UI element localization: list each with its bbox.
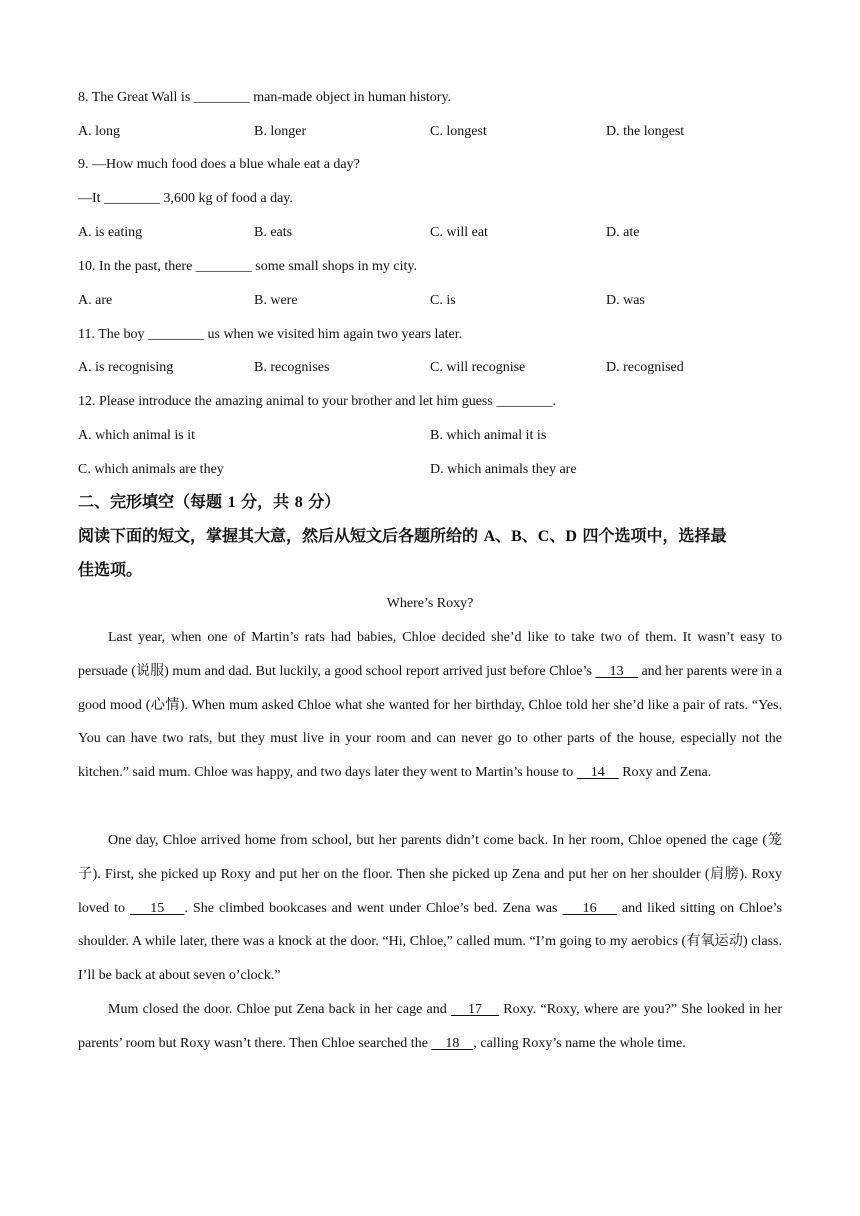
q8-option-b: B. longer — [254, 124, 307, 139]
q11-option-d: D. recognised — [606, 360, 684, 375]
q9-option-a: A. is eating — [78, 225, 143, 240]
p2-text-b: . She climbed bookcases and went under Chloe’s bed. Zena was — [184, 900, 563, 916]
q9-option-c: C. will eat — [430, 225, 488, 240]
section-heading-part-a: 二、完形填空（每题 — [78, 492, 228, 511]
q11-option-b: B. recognises — [254, 360, 330, 375]
q9-option-d: D. ate — [606, 225, 640, 240]
blank-17: 17 — [451, 1002, 500, 1017]
question-9-stem: 9. —How much food does a blue whale eat a day? — [78, 157, 360, 172]
instruction-part-a: 阅读下面的短文，掌握其大意，然后从短文后各题所给的 — [78, 526, 484, 545]
question-10-stem: 10. In the past, there ________ some small shops in my city. — [78, 259, 417, 274]
section-heading — [78, 494, 340, 511]
p3-text-c: , calling Roxy’s name the whole time. — [473, 1035, 686, 1051]
section-heading-part-c: 分） — [302, 492, 341, 511]
q12-option-c: C. which animals are they — [78, 462, 224, 477]
q9-option-b: B. eats — [254, 225, 293, 240]
p3-text-a: Mum closed the door. Chloe put Zena back in her cage and — [108, 1002, 452, 1017]
q10-option-b: B. were — [254, 293, 298, 308]
blank-13: 13 — [595, 663, 638, 679]
q8-option-a: A. long — [78, 124, 120, 139]
q8-option-c: C. longest — [430, 124, 487, 139]
blank-18: 18 — [431, 1035, 474, 1051]
blank-15: 15 — [130, 900, 185, 916]
passage-paragraph-2 — [78, 824, 782, 993]
q12-option-d: D. which animals they are — [430, 462, 577, 477]
q10-option-a: A. are — [78, 293, 113, 308]
q8-option-d: D. the longest — [606, 124, 685, 139]
q10-option-d: D. was — [606, 293, 645, 308]
question-8-stem: 8. The Great Wall is ________ man-made object in human history. — [78, 90, 452, 105]
instruction-letters: A、B、C、D — [483, 528, 577, 545]
p3-text-b: Roxy. “Roxy, where are you?” She looked in her parents’ room but Roxy wasn’t there. Then Chloe searched the — [78, 1002, 782, 1051]
p2-text-a: One day, Chloe arrived home from school, but her parents didn’t come back. In her room, Chloe opened the cage (笼子). First, she picked up Roxy and put her on the floor. Then she picked up Zena and put her on her shoulder (肩膀). Roxy loved to — [78, 833, 782, 916]
question-9-reply: —It ________ 3,600 kg of food a day. — [78, 191, 293, 206]
q12-option-a: A. which animal is it — [78, 428, 196, 443]
section-instruction-line1 — [78, 528, 727, 545]
section-heading-total: 8 — [294, 494, 303, 511]
q10-option-c: C. is — [430, 293, 456, 308]
q12-option-b: B. which animal it is — [430, 428, 547, 443]
section-instruction-line2: 佳选项。 — [78, 560, 143, 579]
blank-16: 16 — [562, 900, 617, 916]
q11-option-c: C. will recognise — [430, 360, 526, 375]
section-heading-points: 1 — [227, 494, 236, 511]
p1-text-c: Roxy and Zena. — [618, 765, 712, 781]
question-11-stem: 11. The boy ________ us when we visited him again two years later. — [78, 327, 463, 342]
p2-text-c: and liked sitting on Chloe’s shoulder. A while later, there was a knock at the door. “Hi, Chloe,” called mum. “I’m going to my aerobics (有氧运动) class. I’ll be back at about seven o’clock.” — [78, 900, 782, 984]
p1-text-a: Last year, when one of Martin’s rats had babies, Chloe decided she’d like to take two of them. It wasn’t easy to persuade (说服) mum and dad. But luckily, a good school report arrived just before Chloe’s — [78, 630, 782, 679]
passage-paragraph-1 — [78, 621, 782, 790]
passage-title: Where’s Roxy? — [386, 596, 474, 611]
instruction-part-b: 四个选项中，选择最 — [576, 526, 727, 545]
q11-option-a: A. is recognising — [78, 360, 174, 375]
passage-paragraph-3 — [78, 993, 782, 1061]
section-heading-part-b: 分，共 — [235, 492, 295, 511]
blank-14: 14 — [576, 765, 619, 781]
p1-text-b: and her parents were in a good mood (心情). When mum asked Chloe what she wanted for her birthday, Chloe told her she’d like a pair of rats. “Yes. You can have two rats, but they must live in your room and can never go to other parts of the house, especially not the kitchen.” said mum. Chloe was happy, and two days later they went to Martin’s house to — [78, 663, 783, 781]
question-12-stem: 12. Please introduce the amazing animal to your brother and let him guess ________. — [78, 394, 556, 409]
